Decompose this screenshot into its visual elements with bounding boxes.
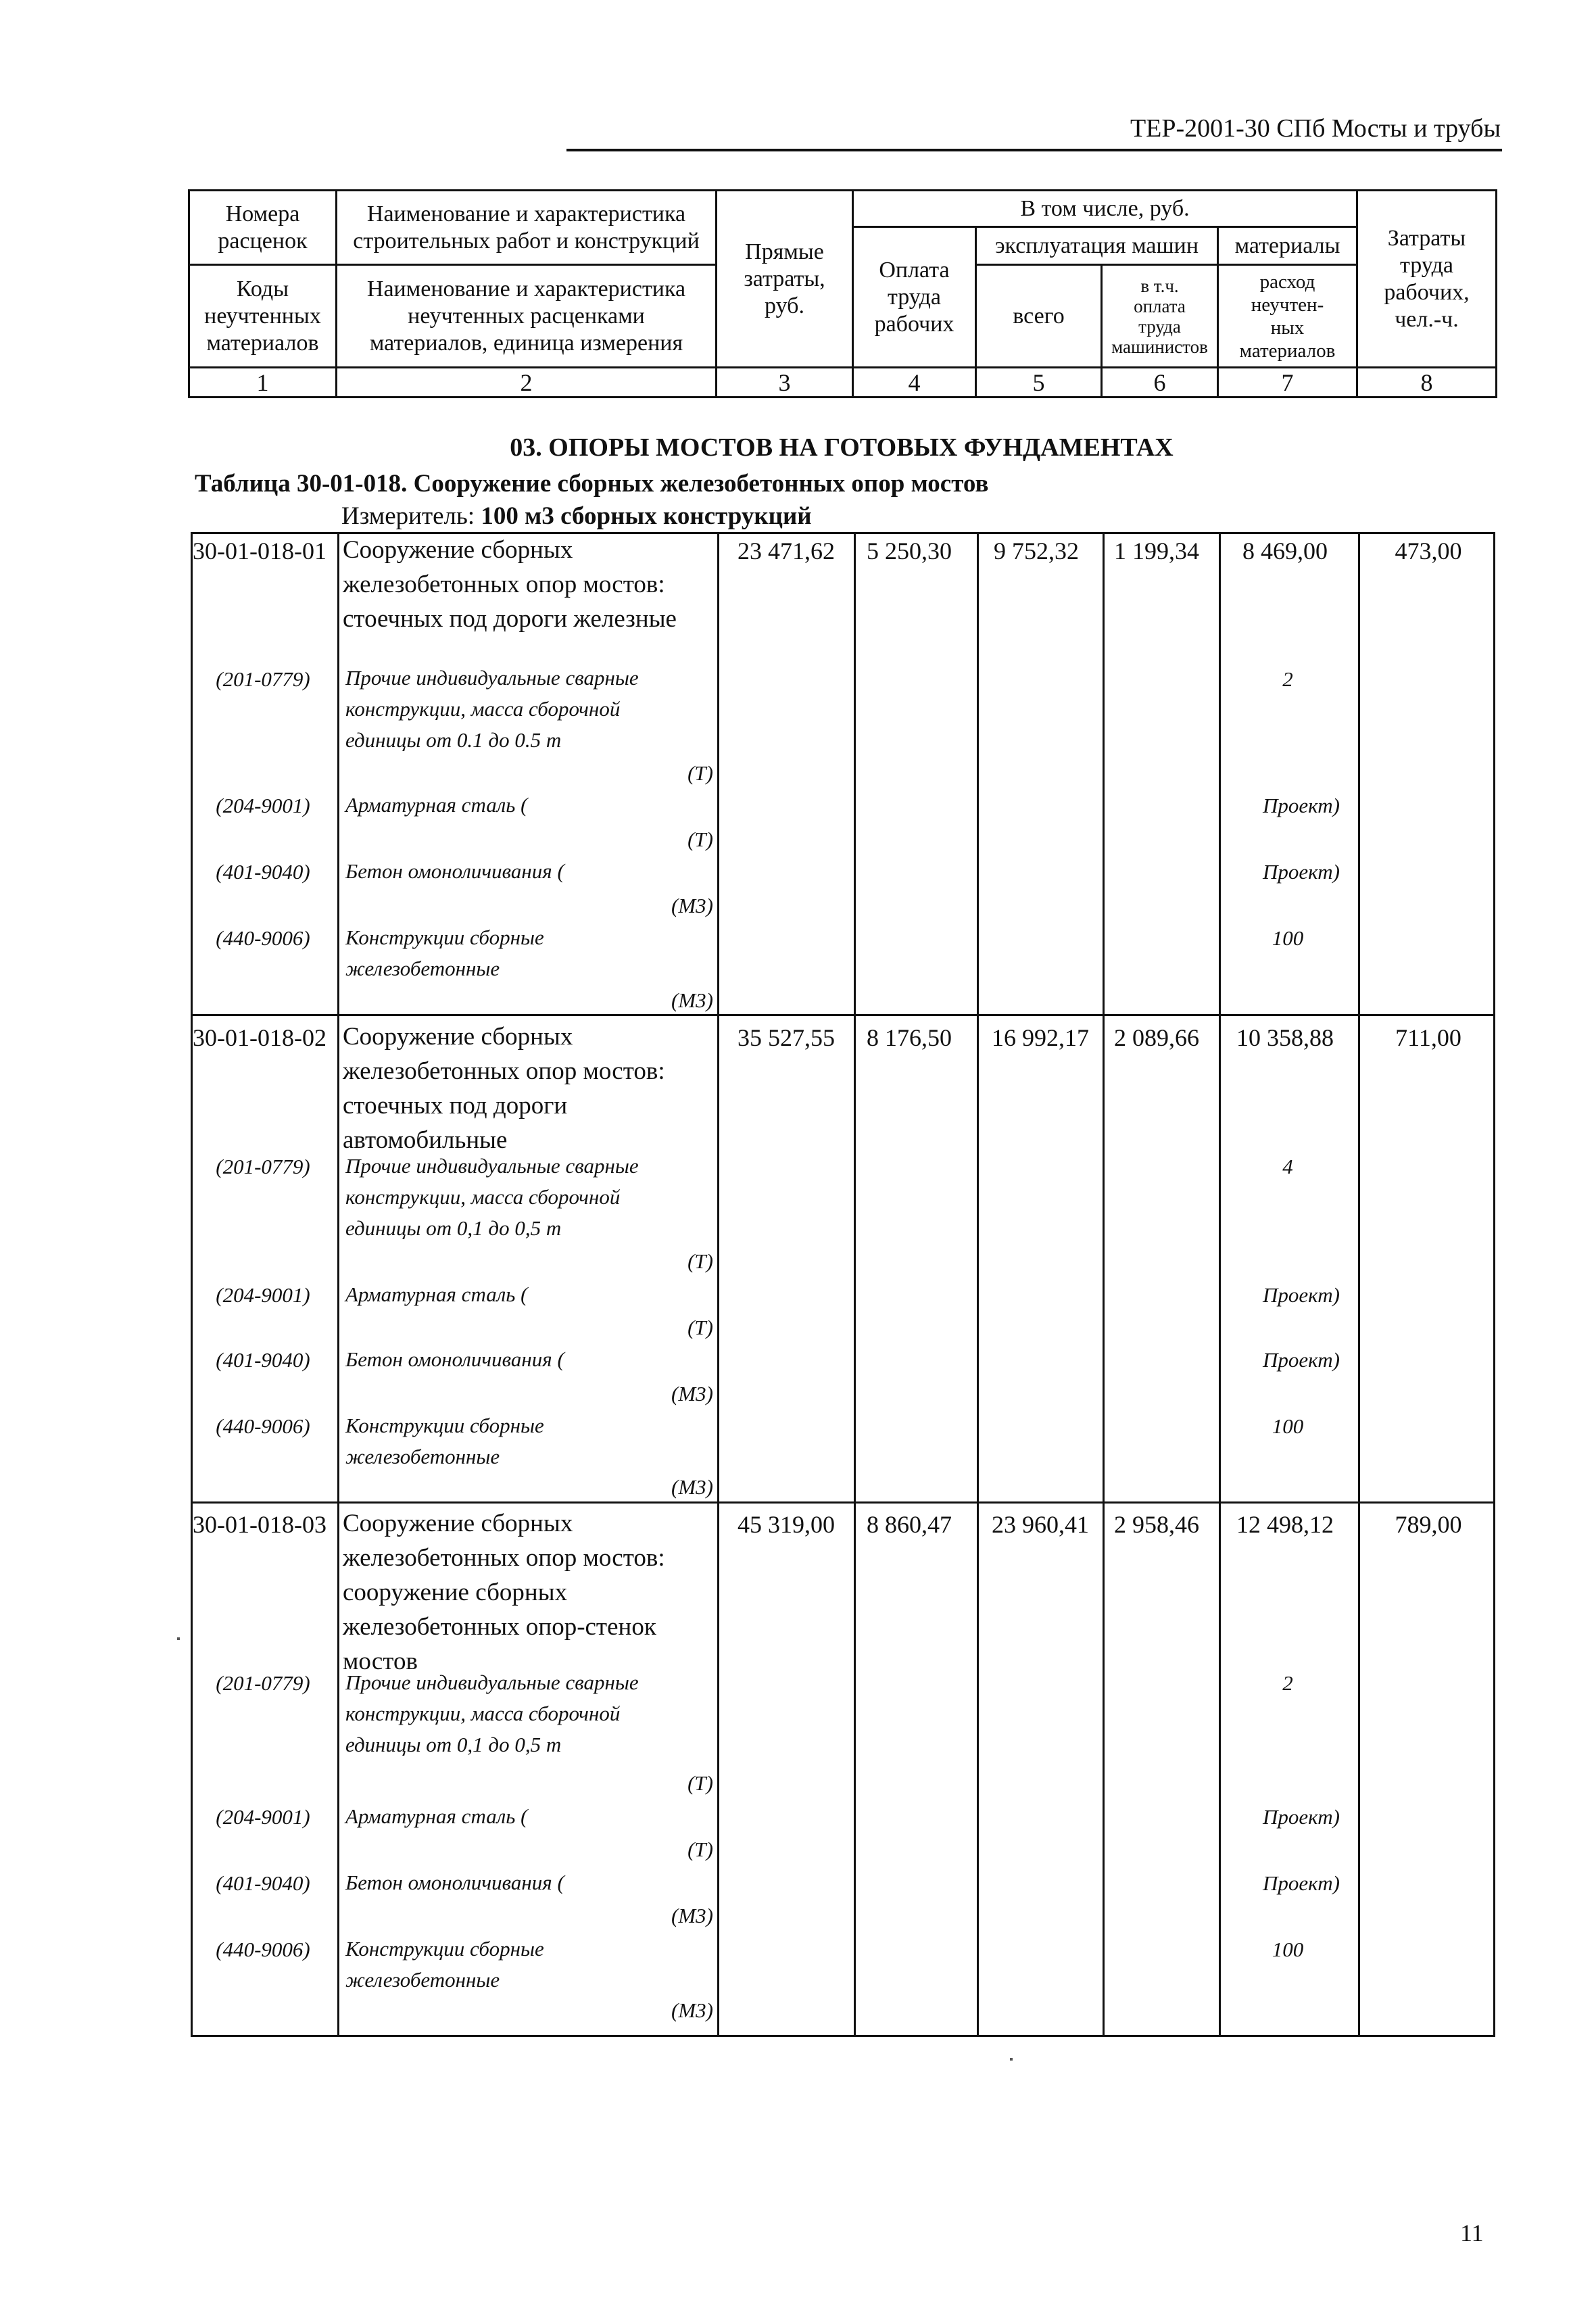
material-unit: (Т) xyxy=(687,1771,713,1795)
material-code: (201-0779) xyxy=(216,667,310,691)
material-quantity: 100 xyxy=(1272,1414,1304,1438)
col-divider xyxy=(1219,534,1221,2035)
worker-pay: 8 176,50 xyxy=(867,1024,952,1051)
material-code: (201-0779) xyxy=(216,1155,310,1178)
document-header-title: ТЕР-2001-30 СПб Мосты и трубы xyxy=(1130,114,1501,143)
col-material-codes-header: Коды неучтенных материалов xyxy=(189,265,337,368)
col-number-1: 1 xyxy=(189,368,337,398)
rate-code: 30-01-018-01 xyxy=(193,537,327,564)
col-rate-number-header: Номера расценок xyxy=(189,191,337,265)
col-divider xyxy=(1103,534,1105,2035)
col-number-3: 3 xyxy=(717,368,853,398)
material-quantity: Проект) xyxy=(1263,794,1340,817)
labor-hours: 473,00 xyxy=(1395,537,1462,564)
material-quantity: Проект) xyxy=(1263,1348,1340,1372)
material-code: (401-9040) xyxy=(216,1871,310,1895)
column-header-table xyxy=(188,189,1497,398)
material-code: (204-9001) xyxy=(216,1805,310,1829)
material-name: Прочие индивидуальные сварные конструкции, масса сборочной единицы от 0.1 до 0.5 т xyxy=(345,666,639,752)
material-unit: (М3) xyxy=(671,1998,713,2022)
material-name: Конструкции сборные железобетонные xyxy=(345,925,544,980)
direct-costs: 45 319,00 xyxy=(737,1511,835,1538)
direct-costs: 23 471,62 xyxy=(737,537,835,564)
material-quantity: Проект) xyxy=(1263,860,1340,884)
col-work-name-header: Наименование и характеристика строительных работ и конструкций xyxy=(337,191,717,265)
col-direct-costs-header: Прямые затраты, руб. xyxy=(717,191,853,368)
material-unit: (Т) xyxy=(687,761,713,785)
material-code: (440-9006) xyxy=(216,926,310,950)
rate-name: Сооружение сборных железобетонных опор мостов: стоечных под дороги автомобильные xyxy=(343,1023,665,1154)
material-unit: (М3) xyxy=(671,1382,713,1405)
worker-pay: 8 860,47 xyxy=(867,1511,952,1538)
material-name: Конструкции сборные железобетонные xyxy=(345,1937,544,1992)
row-divider xyxy=(193,1501,1493,1504)
machines-total: 16 992,17 xyxy=(992,1024,1089,1051)
rates-table xyxy=(191,532,1495,2037)
machinists-pay: 2 958,46 xyxy=(1114,1511,1199,1538)
material-code: (401-9040) xyxy=(216,1348,310,1372)
col-number-7: 7 xyxy=(1218,368,1357,398)
material-unit: (М3) xyxy=(671,988,713,1012)
material-name: Бетон омоноличивания ( xyxy=(345,1871,564,1894)
col-divider xyxy=(337,534,339,2035)
section-title: 03. ОПОРЫ МОСТОВ НА ГОТОВЫХ ФУНДАМЕНТАХ xyxy=(510,433,1174,462)
material-code: (204-9001) xyxy=(216,794,310,817)
material-name: Бетон омоноличивания ( xyxy=(345,1347,564,1371)
measure-unit xyxy=(341,502,812,531)
material-code: (440-9006) xyxy=(216,1938,310,1961)
header-rule xyxy=(566,149,1502,151)
col-material-names-header: Наименование и характеристика неучтенных расценками материалов, единица измерения xyxy=(337,265,717,368)
col-number-2: 2 xyxy=(337,368,717,398)
material-quantity: 2 xyxy=(1282,1671,1293,1695)
material-name: Бетон омоноличивания ( xyxy=(345,859,564,883)
material-code: (440-9006) xyxy=(216,1414,310,1438)
col-machines-total-header: всего xyxy=(976,265,1102,368)
material-name: Арматурная сталь ( xyxy=(345,793,528,817)
col-worker-pay-header: Оплата труда рабочих xyxy=(853,227,976,368)
material-quantity: 100 xyxy=(1272,926,1304,950)
material-quantity: 4 xyxy=(1282,1155,1293,1178)
material-quantity: Проект) xyxy=(1263,1805,1340,1829)
material-quantity: Проект) xyxy=(1263,1871,1340,1895)
col-number-4: 4 xyxy=(853,368,976,398)
col-divider xyxy=(854,534,856,2035)
col-materials-group-header: материалы xyxy=(1218,227,1357,265)
material-name: Конструкции сборные железобетонные xyxy=(345,1414,544,1468)
page-number: 11 xyxy=(1460,2219,1484,2246)
material-name: Арматурная сталь ( xyxy=(345,1282,528,1306)
scan-speck xyxy=(1010,2058,1013,2061)
col-number-8: 8 xyxy=(1357,368,1497,398)
measure-label: Измеритель: xyxy=(341,502,475,530)
col-machinists-pay-header: в т.ч. оплата труда машинистов xyxy=(1102,265,1218,368)
material-quantity: Проект) xyxy=(1263,1283,1340,1307)
col-machines-group-header: эксплуатация машин xyxy=(976,227,1218,265)
rate-code: 30-01-018-03 xyxy=(193,1511,327,1538)
material-unit: (Т) xyxy=(687,1837,713,1861)
labor-hours: 789,00 xyxy=(1395,1511,1462,1538)
rate-code: 30-01-018-02 xyxy=(193,1024,327,1051)
col-divider xyxy=(717,534,719,2035)
material-quantity: 2 xyxy=(1282,667,1293,691)
col-divider xyxy=(977,534,979,2035)
col-number-6: 6 xyxy=(1102,368,1218,398)
material-code: (401-9040) xyxy=(216,860,310,884)
material-unit: (Т) xyxy=(687,1249,713,1273)
col-group-including-header: В том числе, руб. xyxy=(853,191,1357,227)
rate-name: Сооружение сборных железобетонных опор мостов: стоечных под дороги железные xyxy=(343,536,677,633)
worker-pay: 5 250,30 xyxy=(867,537,952,564)
col-unaccounted-materials-header: расход неучтен- ных материалов xyxy=(1218,265,1357,368)
table-title-label: Таблица 30-01-018. xyxy=(195,470,408,498)
measure-value: 100 м3 сборных конструкций xyxy=(481,502,812,530)
material-unit: (М3) xyxy=(671,1475,713,1499)
col-number-5: 5 xyxy=(976,368,1102,398)
material-name: Прочие индивидуальные сварные конструкции, масса сборочной единицы от 0,1 до 0,5 т xyxy=(345,1154,639,1240)
material-unit: (Т) xyxy=(687,827,713,851)
material-name: Прочие индивидуальные сварные конструкции, масса сборочной единицы от 0,1 до 0,5 т xyxy=(345,1670,639,1756)
materials-cost: 10 358,88 xyxy=(1236,1024,1334,1051)
scan-speck xyxy=(177,1637,180,1640)
table-title xyxy=(195,469,988,498)
table-title-text: Сооружение сборных железобетонных опор мостов xyxy=(413,470,989,498)
materials-cost: 8 469,00 xyxy=(1242,537,1328,564)
material-unit: (Т) xyxy=(687,1316,713,1339)
col-labor-hours-header: Затраты труда рабочих, чел.-ч. xyxy=(1357,191,1497,368)
rate-name: Сооружение сборных железобетонных опор мостов: сооружение сборных железобетонных опор-стенок мостов xyxy=(343,1510,665,1675)
machines-total: 23 960,41 xyxy=(992,1511,1089,1538)
material-name: Арматурная сталь ( xyxy=(345,1804,528,1828)
labor-hours: 711,00 xyxy=(1395,1024,1461,1051)
material-quantity: 100 xyxy=(1272,1938,1304,1961)
row-divider xyxy=(193,1014,1493,1016)
material-unit: (М3) xyxy=(671,894,713,917)
machinists-pay: 2 089,66 xyxy=(1114,1024,1199,1051)
material-unit: (М3) xyxy=(671,1904,713,1927)
direct-costs: 35 527,55 xyxy=(737,1024,835,1051)
material-code: (204-9001) xyxy=(216,1283,310,1307)
machinists-pay: 1 199,34 xyxy=(1114,537,1199,564)
machines-total: 9 752,32 xyxy=(994,537,1079,564)
material-code: (201-0779) xyxy=(216,1671,310,1695)
materials-cost: 12 498,12 xyxy=(1236,1511,1334,1538)
